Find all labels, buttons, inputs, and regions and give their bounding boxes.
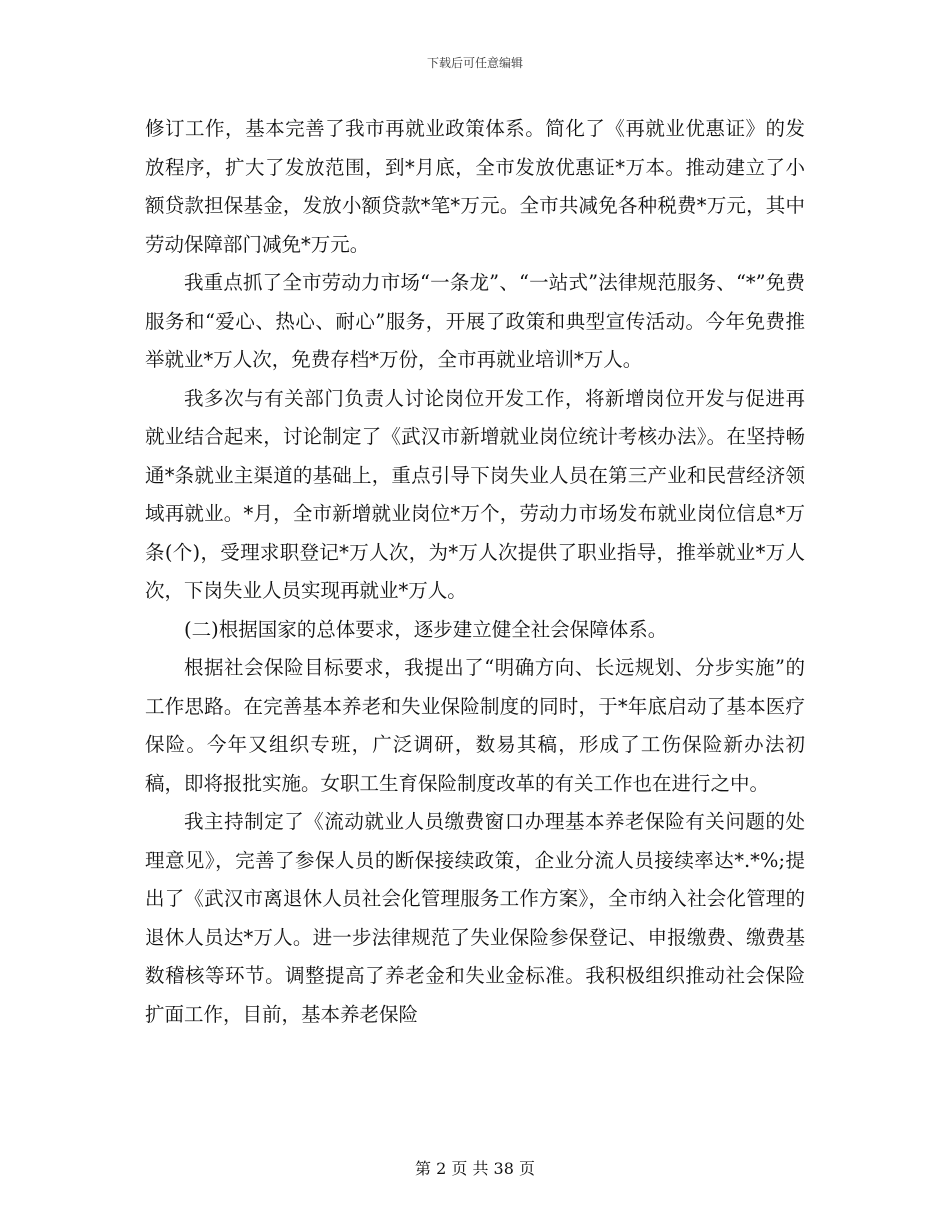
paragraph-3: 我多次与有关部门负责人讨论岗位开发工作，将新增岗位开发与促进再就业结合起来，讨论制定了《武汉市新增就业岗位统计考核办法》。在坚持畅通*条就业主渠道的基础上，重点引导下岗失业人员在第三产业和民营经济领域再就业。*月，全市新增就业岗位*万个，劳动力市场发布就业岗位信息*万条(个)，受理求职登记*万人次，为*万人次提供了职业指导，推举就业*万人次，下岗失业人员实现再就业*万人。 [145,386,805,602]
paragraph-5: 我主持制定了《流动就业人员缴费窗口办理基本养老保险有关问题的处理意见》，完善了参保人员的断保接续政策，企业分流人员接续率达*.*%;提出了《武汉市离退休人员社会化管理服务工作方案》，全市纳入社会化管理的退休人员达*万人。进一步法律规范了失业保险参保登记、申报缴费、缴费基数稽核等环节。调整提高了养老金和失业金标准。我积极组织推动社会保险扩面工作，目前，基本养老保险 [145,810,805,1026]
paragraph-2: 我重点抓了全市劳动力市场“一条龙”、“一站式”法律规范服务、“*”免费服务和“爱心、热心、耐心”服务，开展了政策和典型宣传活动。今年免费推举就业*万人次，免费存档*万份，全市再就业培训*万人。 [145,271,805,371]
page-header: 下载后可任意编辑 [426,56,523,70]
document-body [145,110,805,1034]
paragraph-1: 修订工作，基本完善了我市再就业政策体系。简化了《再就业优惠证》的发放程序，扩大了发放范围，到*月底，全市发放优惠证*万本。推动建立了小额贷款担保基金，发放小额贷款*笔*万元。全市共减免各种税费*万元，其中劳动保障部门减免*万元。 [145,117,805,256]
page-footer: 第 2 页 共 38 页 [415,1159,535,1178]
section-heading: (二)根据国家的总体要求，逐步建立健全社会保障体系。 [184,617,668,641]
paragraph-4: 根据社会保险目标要求，我提出了“明确方向、长远规划、分步实施”的工作思路。在完善基本养老和失业保险制度的同时，于*年底启动了基本医疗保险。今年又组织专班，广泛调研，数易其稿，形成了工伤保险新办法初稿，即将报批实施。女职工生育保险制度改革的有关工作也在进行之中。 [145,656,805,795]
